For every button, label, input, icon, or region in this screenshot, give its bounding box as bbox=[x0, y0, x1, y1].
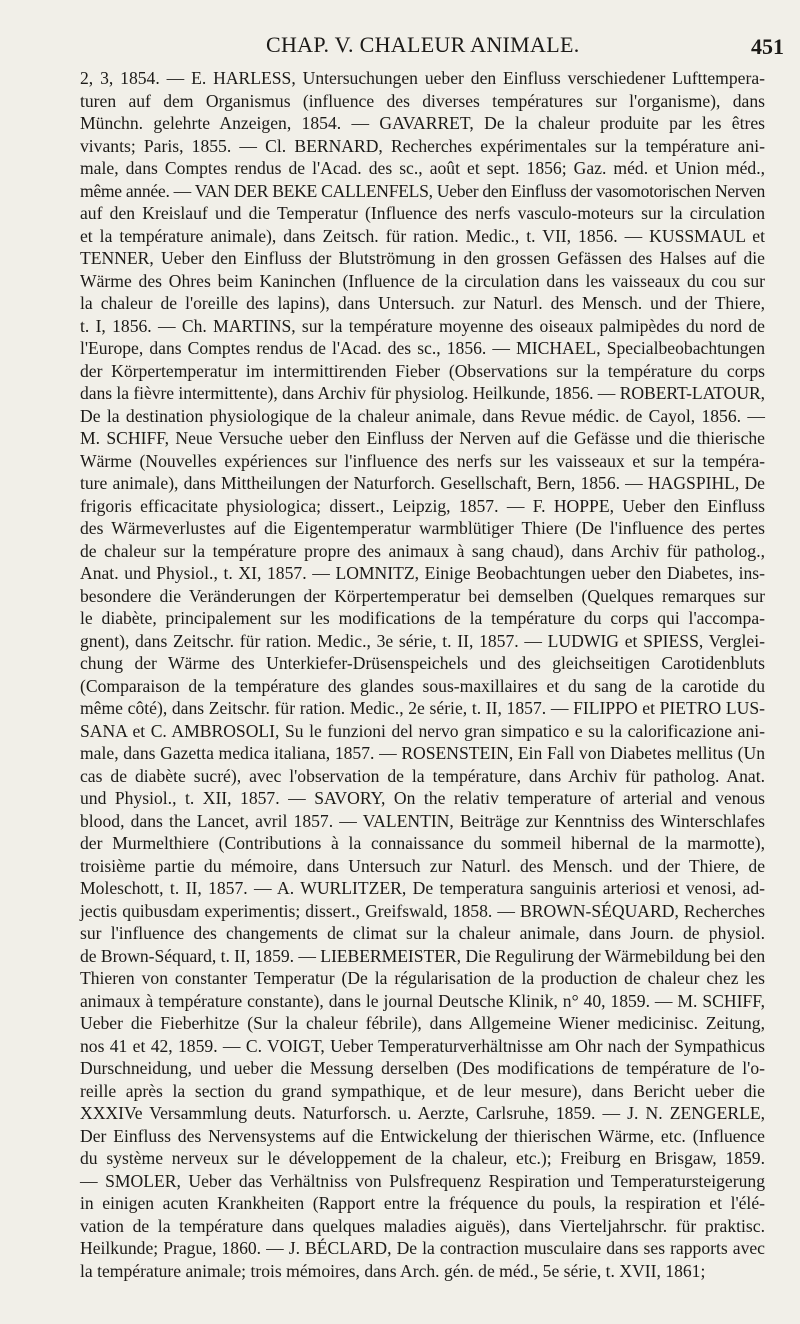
text-line: de Brown-Séquard, t. II, 1859. — LIEBERMEISTER, Die Regulirung der Wärmebildung bei den bbox=[80, 945, 766, 966]
text-line: troisième partie du mémoire, dans Untersuch zur Naturl. des Mensch. und der Thiere, de bbox=[80, 855, 765, 876]
text-line: Heilkunde; Prague, 1860. — J. BÉCLARD, De la contraction musculaire dans ses rapports avec bbox=[80, 1238, 765, 1258]
text-line: male, dans Gazetta medica italiana, 1857. — ROSENSTEIN, Ein Fall von Diabetes mellitus (Un bbox=[80, 743, 765, 763]
text-line: l'Europe, dans Comptes rendus de l'Acad. des sc., 1856. — MICHAEL, Specialbeobachtungen bbox=[80, 338, 765, 358]
text-line: (Comparaison de la température des glandes sous-maxillaires et du sang de la carotide du bbox=[80, 675, 765, 696]
text-line: SANA et C. AMBROSOLI, Su le funzioni del nervo gran simpatico e su la calorificazione ani- bbox=[80, 720, 765, 741]
text-line: et la température animale), dans Zeitsch. für ration. Medic., t. VII, 1856. — KUSSMAUL et bbox=[80, 225, 765, 246]
text-line: la chaleur de l'oreille des lapins), dans Untersuch. zur Naturl. des Mensch. und der Thiere, bbox=[80, 293, 765, 313]
text-line: même côté), dans Zeitschr. für ration. Medic., 2e série, t. II, 1857. — FILIPPO et PIETRO LUS- bbox=[80, 698, 765, 718]
page-number: 451 bbox=[751, 34, 784, 59]
text-line: ture animale), dans Mittheilungen der Naturforch. Gesellschaft, Bern, 1856. — HAGSPIHL, De bbox=[80, 473, 765, 493]
text-line: der Murmelthiere (Contributions à la connaissance du sommeil hibernal de la marmotte), bbox=[80, 833, 765, 853]
text-line: du système nerveux sur le développement de la chaleur, etc.); Freiburg en Brisgaw, 1859. bbox=[80, 1148, 765, 1168]
text-line: — SMOLER, Ueber das Verhältniss von Pulsfrequenz Respiration und Temperatursteigerung bbox=[80, 1170, 765, 1191]
text-line: jectis quibusdam experimentis; dissert., Greifswald, 1858. — BROWN-SÉQUARD, Recherches bbox=[80, 900, 765, 921]
text-line: Moleschott, t. II, 1857. — A. WURLITZER, De temperatura sanguinis arteriosi et venosi, ad- bbox=[80, 878, 765, 898]
text-line: vation de la température dans quelques maladies aiguës), dans Vierteljahrschr. für praktisc. bbox=[80, 1215, 765, 1236]
text-line: turen auf dem Organismus (influence des diverses températures sur l'organisme), dans bbox=[80, 90, 765, 111]
text-line: male, dans Comptes rendus de l'Acad. des sc., août et sept. 1856; Gaz. méd. et Union méd., bbox=[80, 158, 765, 178]
page-header bbox=[78, 30, 786, 64]
text-line: 2, 3, 1854. — E. HARLESS, Untersuchungen ueber den Einfluss verschiedener Lufttempera- bbox=[80, 68, 765, 88]
text-line: Wärme des Ohres beim Kaninchen (Influence de la circulation dans les vaisseaux du cou sur bbox=[80, 270, 765, 291]
text-line: dans la fièvre intermittente), dans Archiv für physiolog. Heilkunde, 1856. — ROBERT-LATOUR, bbox=[80, 383, 765, 403]
text-line: de chaleur sur la température propre des animaux à sang chaud), dans Archiv für patholog., bbox=[80, 540, 765, 561]
text-line: la température animale; trois mémoires, dans Arch. gén. de méd., 5e série, t. XVII, 1861; bbox=[80, 1260, 706, 1281]
text-line: M. SCHIFF, Neue Versuche ueber den Einfluss der Nerven auf die Gefässe und die thierische bbox=[80, 428, 765, 448]
text-line: t. I, 1856. — Ch. MARTINS, sur la température moyenne des oiseaux palmipèdes du nord de bbox=[80, 315, 765, 336]
text-line: frigoris efficacitate physiologica; dissert., Leipzig, 1857. — F. HOPPE, Ueber den Einfluss bbox=[80, 495, 765, 516]
text-line: nos 41 et 42, 1859. — C. VOIGT, Ueber Temperaturverhältnisse am Ohr nach der Sympathicus bbox=[80, 1035, 765, 1056]
text-line: TENNER, Ueber den Einfluss der Blutströmung in den grossen Gefässen des Halses auf die bbox=[80, 248, 765, 268]
text-line: XXXIVe Versammlung deuts. Naturforsch. u. Aerzte, Carlsruhe, 1859. — J. N. ZENGERLE, bbox=[80, 1103, 765, 1123]
text-line: Der Einfluss des Nervensystems auf die Entwickelung der thierischen Wärme, etc. (Influence bbox=[80, 1125, 765, 1146]
text-line: même année. — VAN DER BEKE CALLENFELS, Ueber den Einfluss der vasomotorischen Nerven bbox=[80, 180, 765, 201]
text-line: Wärme (Nouvelles expériences sur l'influence des nerfs sur les vaisseaux et sur la tempéra- bbox=[80, 450, 765, 471]
text-line: animaux à température constante), dans le journal Deutsche Klinik, n° 40, 1859. — M. SCHIFF, bbox=[80, 990, 765, 1011]
text-line: le diabète, principalement sur les modifications de la température du corps qui l'accompa- bbox=[80, 608, 765, 628]
text-line: auf den Kreislauf und die Temperatur (Influence des nerfs vasculo-moteurs sur la circulation bbox=[80, 203, 765, 223]
bibliography-paragraph bbox=[80, 67, 765, 1282]
text-line: Münchn. gelehrte Anzeigen, 1854. — GAVARRET, De la chaleur produite par les êtres bbox=[80, 113, 765, 133]
text-line: sur l'influence des changements de climat sur la chaleur animale, dans Journ. de physiol. bbox=[80, 923, 765, 943]
text-line: des Wärmeverlustes auf die Eigentemperatur warmblütiger Thiere (De l'influence des pertes bbox=[80, 518, 765, 538]
text-line: und Physiol., t. XII, 1857. — SAVORY, On the relativ temperature of arterial and venous bbox=[80, 788, 765, 808]
text-line: reille après la section du grand sympathique, et de leur mesure), dans Bericht ueber die bbox=[80, 1080, 765, 1101]
text-line: Durschneidung, und ueber die Messung derselben (Des modifications de température de l'o- bbox=[80, 1058, 765, 1078]
running-title: CHAP. V. CHALEUR ANIMALE. bbox=[266, 32, 580, 57]
text-line: in einigen acuten Krankheiten (Rapport entre la fréquence du pouls, la respiration et l'élé- bbox=[80, 1193, 765, 1213]
text-line: vivants; Paris, 1855. — Cl. BERNARD, Recherches expérimentales sur la température ani- bbox=[80, 135, 765, 156]
text-line: chung der Wärme des Unterkiefer-Drüsenspeichels und des gleichseitigen Carotidenbluts bbox=[80, 653, 765, 673]
text-line: De la destination physiologique de la chaleur animale, dans Revue médic. de Cayol, 1856. — bbox=[80, 405, 765, 426]
text-line: besondere die Veränderungen der Körpertemperatur bei demselben (Quelques remarques sur bbox=[80, 585, 765, 606]
text-line: der Körpertemperatur im intermittirenden Fieber (Observations sur la température du corps bbox=[80, 360, 765, 381]
text-line: Ueber die Fieberhitze (Sur la chaleur fébrile), dans Allgemeine Wiener medicinisc. Zeitung, bbox=[80, 1013, 765, 1033]
text-line: gnent), dans Zeitschr. für ration. Medic., 3e série, t. II, 1857. — LUDWIG et SPIESS, Verglei- bbox=[80, 630, 765, 651]
text-line: Thieren von constanter Temperatur (De la régularisation de la production de chaleur chez les bbox=[80, 968, 765, 988]
text-line: cas de diabète sucré), avec l'observation de la température, dans Archiv für patholog. Anat. bbox=[80, 765, 765, 786]
text-line: blood, dans the Lancet, avril 1857. — VALENTIN, Beiträge zur Kenntniss des Winterschlafes bbox=[80, 810, 765, 831]
text-line: Anat. und Physiol., t. XI, 1857. — LOMNITZ, Einige Beobachtungen ueber den Diabetes, ins- bbox=[80, 563, 765, 583]
